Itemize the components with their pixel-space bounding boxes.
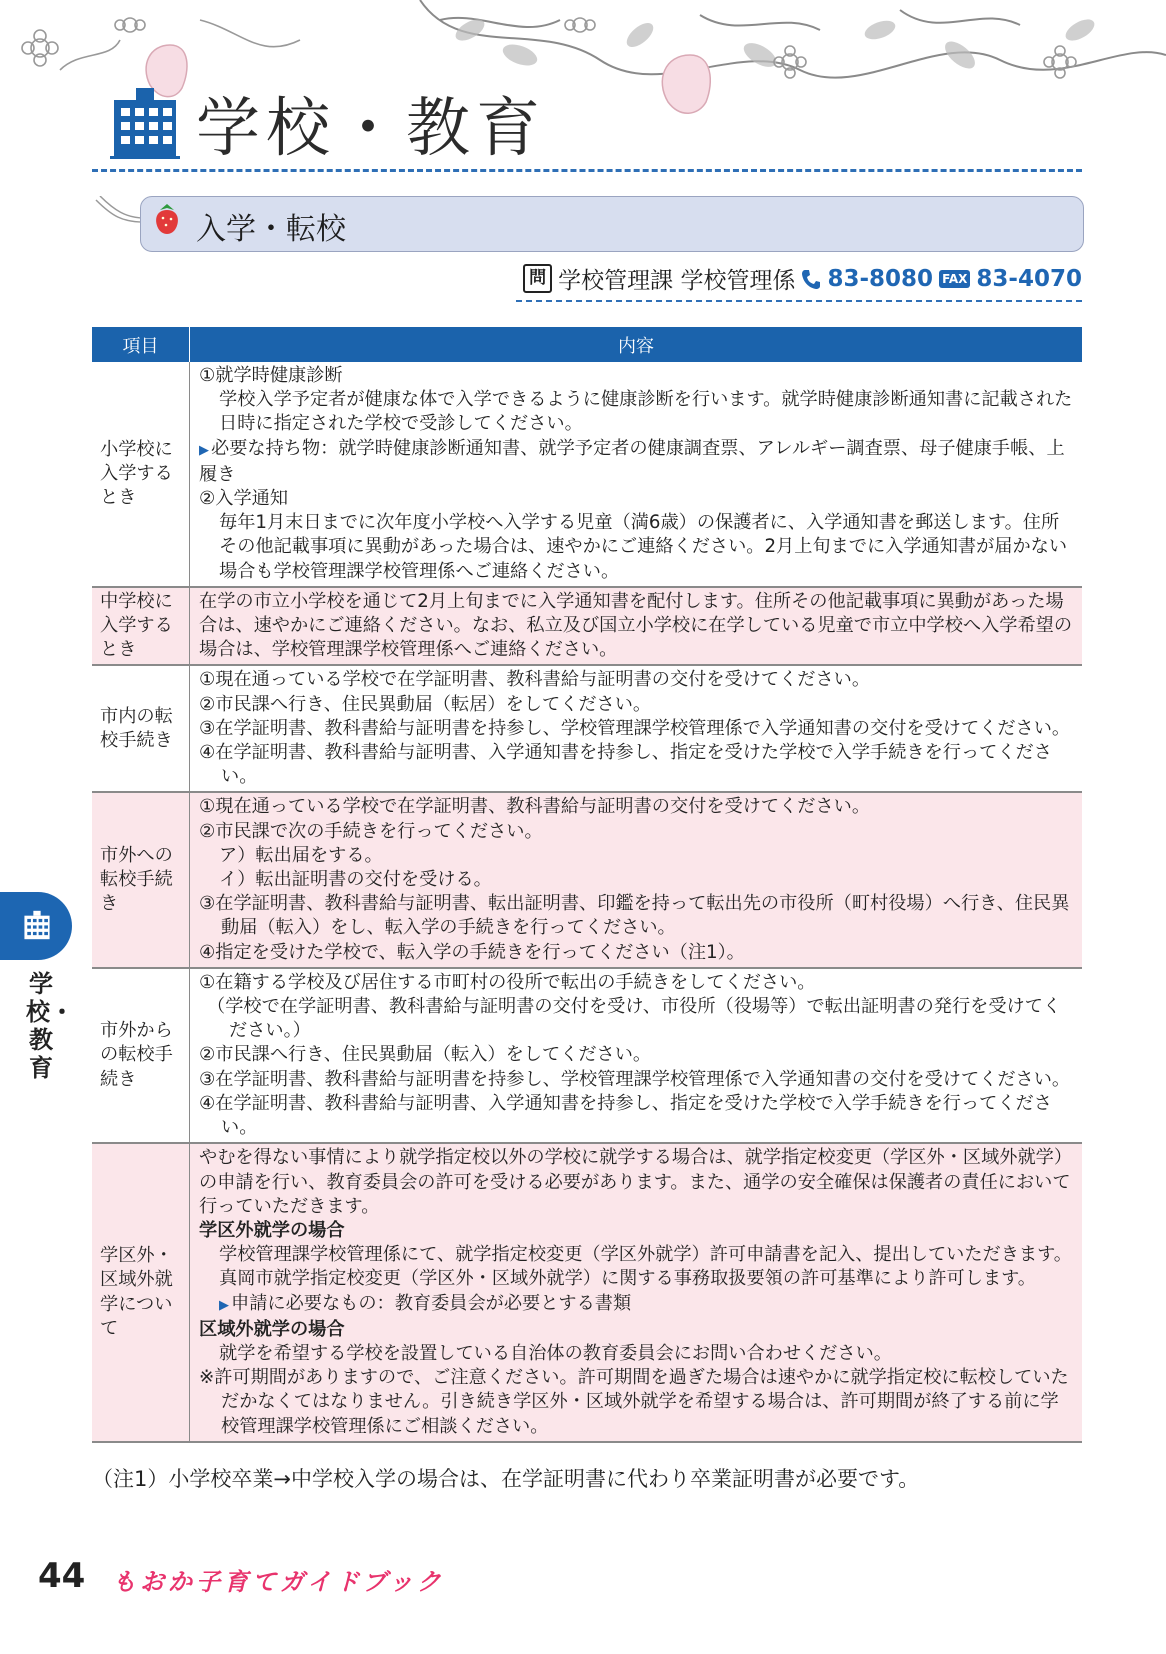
contact-info (523, 262, 1082, 295)
content-line: ①現在通っている学校で在学証明書、教科書給与証明書の交付を受けてください。 (199, 669, 871, 691)
bullet-icon: ▶ (199, 442, 209, 458)
bullet-icon: ▶ (219, 1297, 229, 1313)
row-label: 市外への転校手続き (92, 792, 190, 967)
row-label: 市外からの転校手続き (92, 968, 190, 1143)
page-title: 学校・教育 (196, 92, 546, 166)
row-label: 市内の転校手続き (92, 665, 190, 792)
phone-number: 83-8080 (827, 265, 934, 292)
content-line: ②入学通知 (199, 488, 289, 510)
side-chapter-tab[interactable] (0, 892, 72, 960)
content-line: ③在学証明書、教科書給与証明書を持参し、学校管理課学校管理係で入学通知書の交付を受けてください。 (199, 717, 1071, 739)
fax-icon: FAX (939, 270, 970, 288)
content-line: 区域外就学の場合 (199, 1318, 345, 1340)
content-line: 学校管理課学校管理係にて、就学指定校変更（学区外就学）許可申請書を記入、提出していただきます。真岡市就学指定校変更（学区外・区域外就学）に関する事務取扱要領の許可基準により許可します。 (219, 1244, 1072, 1290)
content-line: 学校入学予定者が健康な体で入学できるように健康診断を行います。就学時健康診断通知書に記載された日時に指定された学校で受診してください。 (219, 389, 1073, 435)
content-line: ②市民課へ行き、住民異動届（転入）をしてください。 (199, 1044, 652, 1066)
section-header (92, 196, 1082, 252)
content-line: ④在学証明書、教科書給与証明書、入学通知書を持参し、指定を受けた学校で入学手続きを行ってください。 (199, 742, 1052, 788)
content-line: ③在学証明書、教科書給与証明書、転出証明書、印鑑を持って転出先の市役所（町村役場）へ行き、住民異動届（転入）をし、転入学の手続きを行ってください。 (199, 893, 1070, 939)
page-number: 44 (38, 1556, 86, 1596)
row-content (190, 665, 1083, 792)
row-content (190, 362, 1083, 587)
content-line: ※許可期間がありますので、ご注意ください。許可期間を過ぎた場合は速やかに就学指定校に転校していただかなくてはなりません。引き続き学区外・区域外就学を希望する場合は、許可期間が終了する前に学校管理課学校管理係にご相談ください。 (199, 1367, 1069, 1437)
content-line: イ）転出証明書の交付を受ける。 (219, 869, 492, 891)
content-line: ①在籍する学校及び居住する市町村の役所で転出の手続きをしてください。 (199, 971, 816, 993)
guidebook-title: もおか子育てガイドブック (112, 1568, 445, 1596)
row-label: 学区外・区域外就学について (92, 1143, 190, 1441)
content-line: ア）転出届をする。 (219, 844, 383, 866)
content-line: ①就学時健康診断 (199, 365, 343, 386)
page-title-block (108, 78, 546, 168)
content-line: やむを得ない事情により就学指定校以外の学校に就学する場合は、就学指定校変更（学区外・区域外就学）の申請を行い、教育委員会の許可を受ける必要があります。また、通学の安全確保は保護者の責任において行っていただきます。 (199, 1147, 1073, 1217)
strawberry-icon (152, 202, 182, 238)
table-row (92, 1143, 1082, 1441)
table-row (92, 792, 1082, 967)
row-label: 中学校に入学するとき (92, 587, 190, 666)
footnote: （注1）小学校卒業→中学校入学の場合は、在学証明書に代わり卒業証明書が必要です。 (92, 1467, 920, 1491)
header-item: 項目 (92, 327, 190, 362)
row-content (190, 587, 1083, 666)
row-content (190, 792, 1083, 967)
row-content (190, 1143, 1083, 1441)
school-building-icon (22, 910, 52, 940)
side-chapter-label: 学校・教育 (26, 970, 74, 1082)
content-line: ④指定を受けた学校で、転入学の手続きを行ってください（注1）。 (199, 941, 745, 963)
fax-number: 83-4070 (976, 265, 1082, 292)
content-line: ③在学証明書、教科書給与証明書を持参し、学校管理課学校管理係で入学通知書の交付を受けてください。 (199, 1068, 1071, 1090)
content-line (199, 437, 1074, 487)
content-line: 就学を希望する学校を設置している自治体の教育委員会にお問い合わせください。 (219, 1342, 892, 1364)
content-line: 毎年1月末日までに次年度小学校へ入学する児童（満6歳）の保護者に、入学通知書を郵送します。住所その他記載事項に異動があった場合は、速やかにご連絡ください。2月上旬までに入学通知書が届かない場合も学校管理課学校管理係へご連絡ください。 (219, 512, 1068, 582)
row-label: 小学校に入学するとき (92, 362, 190, 587)
contact-department: 学校管理課 学校管理係 (558, 268, 796, 294)
content-line: 学区外就学の場合 (199, 1219, 345, 1241)
enrollment-table (92, 327, 1082, 1443)
content-line (199, 1292, 1074, 1318)
phone-icon (801, 268, 821, 290)
content-line: ①現在通っている学校で在学証明書、教科書給与証明書の交付を受けてください。 (199, 796, 871, 818)
title-divider (92, 169, 1082, 172)
header-content: 内容 (190, 327, 1083, 362)
content-line: （学校で在学証明書、教科書給与証明書の交付を受け、市役所（役場等）で転出証明書の発行を受けてください。） (207, 996, 1062, 1042)
bullet-text: 申請に必要なもの：教育委員会が必要とする書類 (231, 1292, 632, 1314)
section-title: 入学・転校 (196, 212, 346, 247)
content-line: ②市民課へ行き、住民異動届（転居）をしてください。 (199, 693, 652, 715)
bullet-text: 必要な持ち物：就学時健康診断通知書、就学予定者の健康調査票、アレルギー調査票、母子健康手帳、上履き (199, 437, 1065, 485)
table-row (92, 665, 1082, 792)
row-content (190, 968, 1083, 1143)
inquiry-icon: 問 (523, 264, 552, 293)
content-line: ②市民課で次の手続きを行ってください。 (199, 820, 543, 842)
content-line: 在学の市立小学校を通じて2月上旬までに入学通知書を配付します。住所その他記載事項に異動があった場合は、速やかにご連絡ください。なお、私立及び国立小学校に在学している児童で市立中学校へ入学希望の場合は、学校管理課学校管理係へご連絡ください。 (199, 590, 1073, 661)
table-header-row (92, 327, 1082, 362)
contact-divider (516, 300, 1082, 302)
school-building-icon (108, 86, 182, 160)
table-row (92, 968, 1082, 1143)
content-line: ④在学証明書、教科書給与証明書、入学通知書を持参し、指定を受けた学校で入学手続きを行ってください。 (199, 1092, 1052, 1139)
table-row (92, 587, 1082, 666)
table-row (92, 362, 1082, 587)
